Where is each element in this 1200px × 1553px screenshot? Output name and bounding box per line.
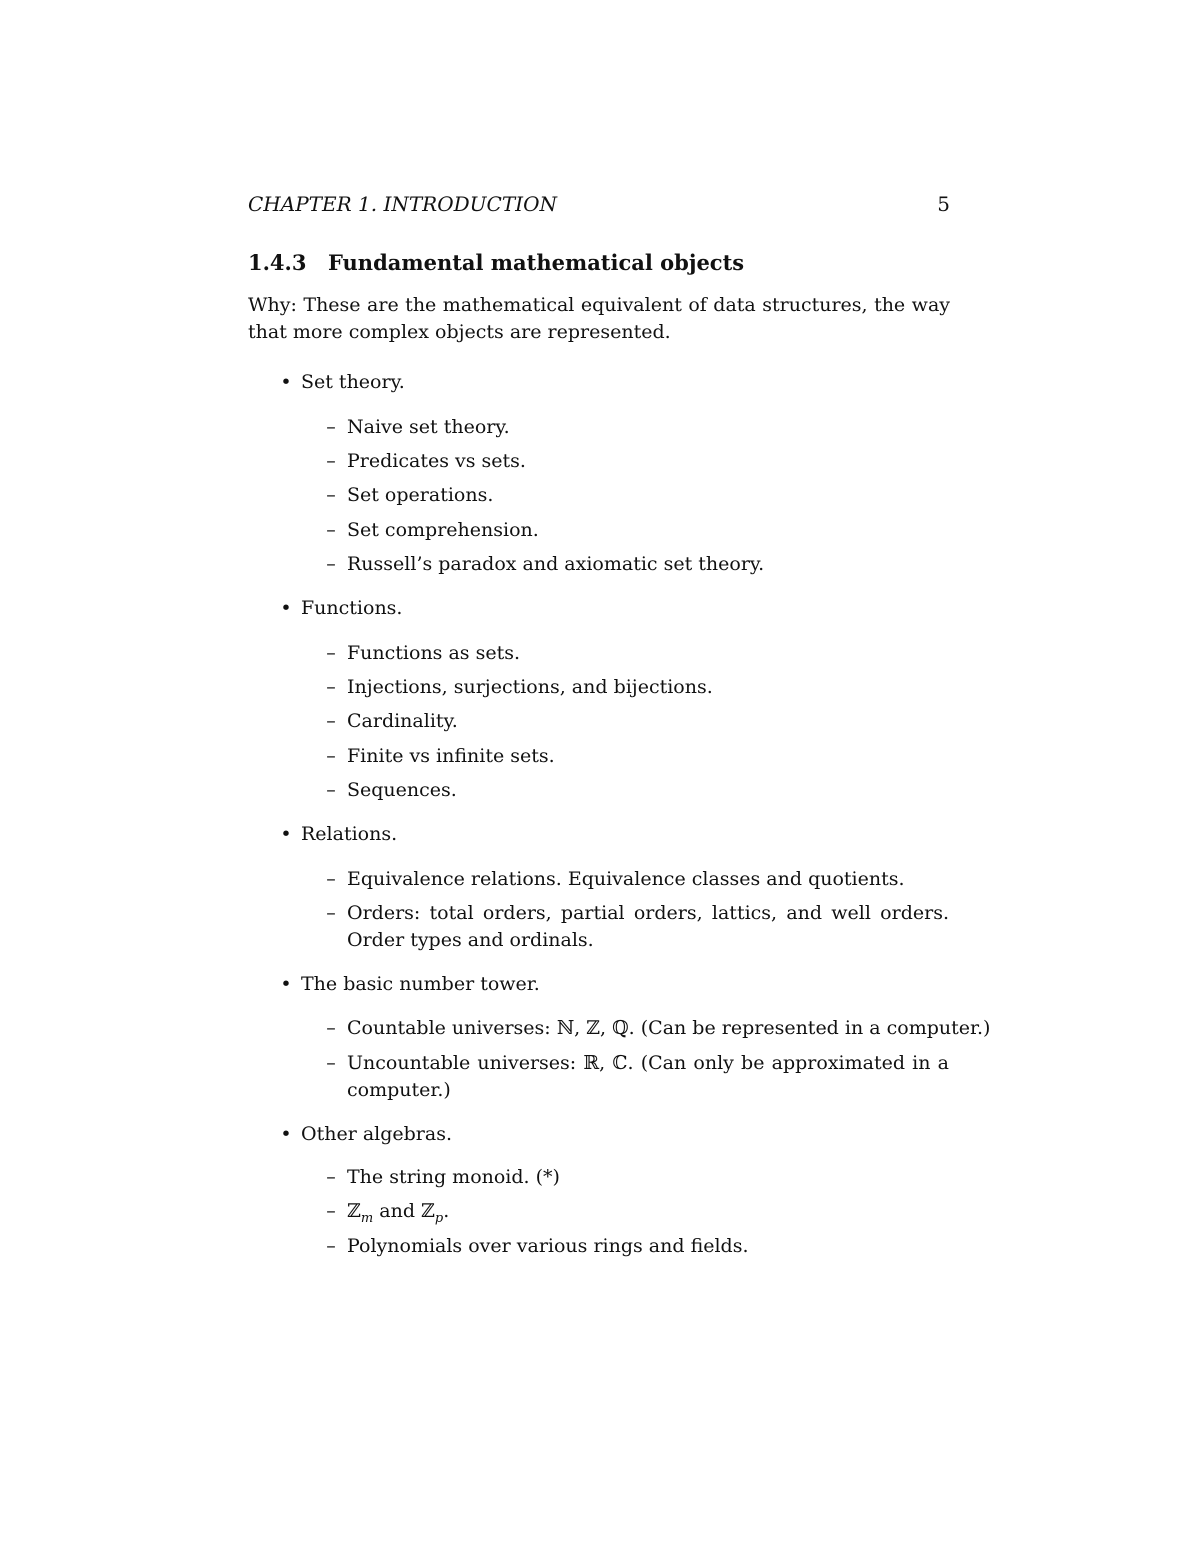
list-item <box>280 971 540 998</box>
dash-icon: – <box>326 416 336 438</box>
bullet-icon: • <box>280 597 292 619</box>
dash-icon: – <box>326 676 336 698</box>
list-item-label: Other algebras. <box>301 1123 452 1145</box>
sub-list-item-label: Set operations. <box>347 484 494 506</box>
bullet-icon: • <box>280 823 292 845</box>
sub-list-item <box>326 1233 749 1260</box>
list-item <box>280 595 403 622</box>
dash-icon: – <box>326 1235 336 1257</box>
bullet-icon: • <box>280 1123 292 1145</box>
sub-list-item <box>326 1015 991 1042</box>
sub-list-item <box>326 777 457 804</box>
dash-icon: – <box>326 868 336 890</box>
period: . <box>443 1200 450 1222</box>
dash-icon: – <box>326 553 336 575</box>
dash-icon: – <box>326 1200 336 1222</box>
sub-list-item-label: The string monoid. (*) <box>347 1166 560 1188</box>
sub-list-item-label: Finite vs infinite sets. <box>347 745 555 767</box>
list-item <box>280 1121 452 1148</box>
dash-icon: – <box>326 1166 336 1188</box>
sub-list-item <box>326 482 494 509</box>
section-number: 1.4.3 <box>248 250 307 275</box>
chapter-title: CHAPTER 1. INTRODUCTION <box>248 192 557 216</box>
sub-list-item-label: Countable universes: ℕ, ℤ, ℚ. (Can be represented in a computer.) <box>347 1017 991 1039</box>
dash-icon: – <box>326 745 336 767</box>
list-item-label: Relations. <box>301 823 398 845</box>
sub-list-item <box>326 866 905 893</box>
sub-list-item <box>326 708 458 735</box>
dash-icon: – <box>326 1017 336 1039</box>
sub-list-item <box>326 414 510 441</box>
sub-list-item <box>326 1050 949 1104</box>
bullet-icon: • <box>280 973 292 995</box>
list-item <box>280 821 398 848</box>
dash-icon: – <box>326 1052 336 1074</box>
sub-list-item <box>326 551 765 578</box>
sub-list-item <box>326 743 555 770</box>
sub-list-item-label: Equivalence relations. Equivalence classes and quotients. <box>347 868 905 890</box>
sub-list-item-label: Naive set theory. <box>347 416 510 438</box>
bullet-icon: • <box>280 371 292 393</box>
dash-icon: – <box>326 710 336 732</box>
zp-subscript: p <box>434 1210 444 1226</box>
zm-symbol: ℤ <box>347 1200 361 1222</box>
list-item-label: The basic number tower. <box>301 973 540 995</box>
sub-list-item-label: Uncountable universes: ℝ, ℂ. (Can only be approximated in a computer.) <box>347 1052 949 1101</box>
section-title: Fundamental mathematical objects <box>328 250 745 275</box>
sub-list-item <box>326 1164 560 1191</box>
and-word: and <box>379 1200 415 1222</box>
sub-list-item-label: Predicates vs sets. <box>347 450 526 472</box>
list-item <box>280 369 405 396</box>
zp-symbol: ℤ <box>421 1200 435 1222</box>
dash-icon: – <box>326 902 336 924</box>
sub-list-item-label: Sequences. <box>347 779 457 801</box>
dash-icon: – <box>326 519 336 541</box>
sub-list-item <box>326 900 949 954</box>
sub-list-item-label: Polynomials over various rings and fields. <box>347 1235 749 1257</box>
dash-icon: – <box>326 484 336 506</box>
list-item-label: Set theory. <box>301 371 405 393</box>
sub-list-item <box>326 640 521 667</box>
sub-list-item-label: Set comprehension. <box>347 519 539 541</box>
intro-paragraph: Why: These are the mathematical equivalent of data structures, the way that more complex objects are represented. <box>248 294 950 343</box>
dash-icon: – <box>326 450 336 472</box>
dash-icon: – <box>326 642 336 664</box>
sub-list-item <box>326 1198 450 1232</box>
sub-list-item <box>326 517 539 544</box>
sub-list-item-label: Functions as sets. <box>347 642 521 664</box>
sub-list-item <box>326 448 526 475</box>
sub-list-item-label <box>347 1200 450 1226</box>
dash-icon: – <box>326 779 336 801</box>
sub-list-item-label: Injections, surjections, and bijections. <box>347 676 713 698</box>
zm-subscript: m <box>360 1210 374 1226</box>
page-number: 5 <box>937 192 950 216</box>
sub-list-item-label: Russell’s paradox and axiomatic set theory. <box>347 553 765 575</box>
sub-list-item-label: Orders: total orders, partial orders, lattics, and well orders. Order types and ordinals. <box>347 902 949 951</box>
sub-list-item-label: Cardinality. <box>347 710 458 732</box>
list-item-label: Functions. <box>301 597 403 619</box>
sub-list-item <box>326 674 713 701</box>
